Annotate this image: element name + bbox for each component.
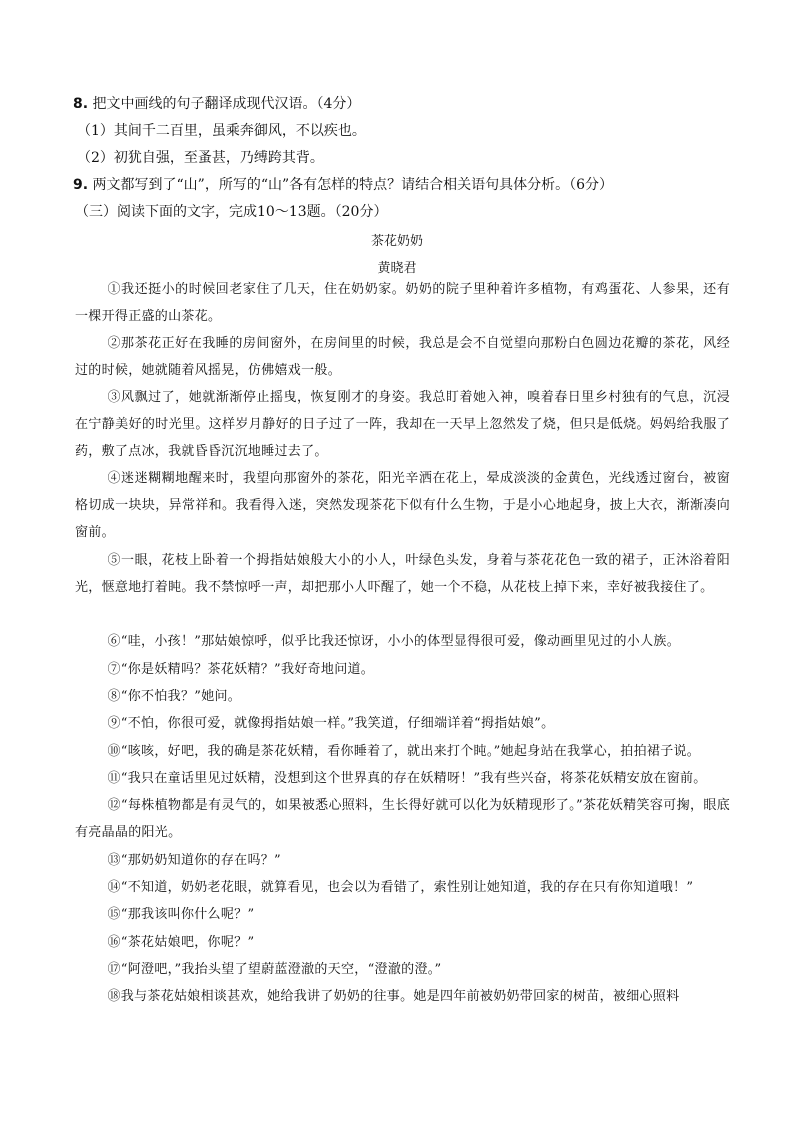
question-8-text: 把文中画线的句子翻译成现代汉语。（4分） bbox=[92, 96, 361, 112]
article-paragraph: ⑯“茶花姑娘吧，你呢？” bbox=[107, 935, 255, 950]
article-paragraph: ⑫“每株植物都是有灵气的，如果被悉心照料，生长得好就可以化为妖精现形了。”茶花妖精笑容可掬，眼底有亮晶晶的阳光。 bbox=[75, 798, 730, 840]
article-paragraph: ⑨“不怕，你很可爱，就像拇指姑娘一样。”我笑道，仔细端详着“拇指姑娘”。 bbox=[107, 716, 555, 731]
article-title: 茶花奶奶 bbox=[370, 234, 423, 249]
article-paragraph: ④迷迷糊糊地醒来时，我望向那窗外的茶花，阳光辛洒在花上，晕成淡淡的金黄色，光线透过窗台，被窗格切成一块块，异常祥和。我看得入迷，突然发现茶花下似有什么生物，于是小心地起身，披上大衣，渐渐凑向窗前。 bbox=[75, 471, 730, 540]
question-8-sub-1: （1）其间千二百里，虽乘奔御风，不以疾也。 bbox=[77, 123, 366, 139]
article-paragraph: ⑪“我只在童话里见过妖精，没想到这个世界真的存在妖精呀！”我有些兴奋，将茶花妖精安放在窗前。 bbox=[107, 771, 707, 786]
question-9-number: 9. bbox=[73, 177, 89, 193]
question-8 bbox=[73, 94, 360, 114]
article-paragraph: ②那茶花正好在我睡的房间窗外，在房间里的时候，我总是会不自觉望向那粉白色圆边花瓣的茶花，风经过的时候，她就随着风摇晃，仿佛嬉戏一般。 bbox=[75, 336, 730, 378]
article-paragraph: ⑭“不知道，奶奶老花眼，就算看见，也会以为看错了，索性别让她知道，我的存在只有你知道哦！” bbox=[107, 880, 694, 895]
question-9 bbox=[73, 175, 613, 195]
article-author: 黄晓君 bbox=[377, 261, 417, 276]
article-paragraph: ①我还挺小的时候回老家住了几天，住在奶奶家。奶奶的院子里种着许多植物，有鸡蛋花、人参果，还有一棵开得正盛的山茶花。 bbox=[75, 282, 730, 324]
section-3-heading: （三）阅读下面的文字，完成10～13题。（20分） bbox=[75, 204, 388, 220]
question-8-sub-2: （2）初犹自强，至蚤甚，乃缚跨其背。 bbox=[77, 150, 324, 166]
article-paragraph: ⑱我与茶花姑娘相谈甚欢，她给我讲了奶奶的往事。她是四年前被奶奶带回家的树苗，被细心照料 bbox=[107, 989, 680, 1004]
article-paragraph: ⑥“哇，小孩！”那姑娘惊呼，似乎比我还惊讶，小小的体型显得很可爱，像动画里见过的小人族。 bbox=[107, 634, 680, 649]
article-paragraph: ③风飘过了，她就渐渐停止摇曳，恢复刚才的身姿。我总盯着她入神，嗅着春日里乡村独有的气息，沉浸在宁静美好的时光里。这样岁月静好的日子过了一阵，我却在一天早上忽然发了烧，但只是低烧。妈妈给我服了药，敷了点冰，我就昏昏沉沉地睡过去了。 bbox=[75, 390, 730, 459]
question-8-number: 8. bbox=[73, 96, 89, 112]
article-paragraph: ⑦“你是妖精吗？茶花妖精？”我好奇地问道。 bbox=[107, 662, 375, 677]
article-paragraph: ⑤一眼，花枝上卧着一个拇指姑娘般大小的小人，叶绿色头发，身着与茶花花色一致的裙子，正沐浴着阳光，惬意地打着盹。我不禁惊呼一声，却把那小人吓醒了，她一个不稳，从花枝上掉下来，幸好被我接住了。 bbox=[75, 553, 730, 595]
article-paragraph: ⑧“你不怕我？”她问。 bbox=[107, 689, 242, 704]
article-paragraph: ⑮“那我该叫你什么呢？” bbox=[107, 907, 255, 922]
question-9-text: 两文都写到了“山”，所写的“山”各有怎样的特点？请结合相关语句具体分析。（6分） bbox=[92, 177, 614, 193]
article-paragraph: ⑰“阿澄吧，”我抬头望了望蔚蓝澄澈的天空，“澄澈的澄。” bbox=[107, 962, 442, 977]
article-paragraph: ⑬“那奶奶知道你的存在吗？” bbox=[107, 853, 281, 868]
article-paragraph: ⑩“咳咳，好吧，我的确是茶花妖精，看你睡着了，就出来打个盹。”她起身站在我掌心，拍拍裙子说。 bbox=[107, 744, 701, 759]
